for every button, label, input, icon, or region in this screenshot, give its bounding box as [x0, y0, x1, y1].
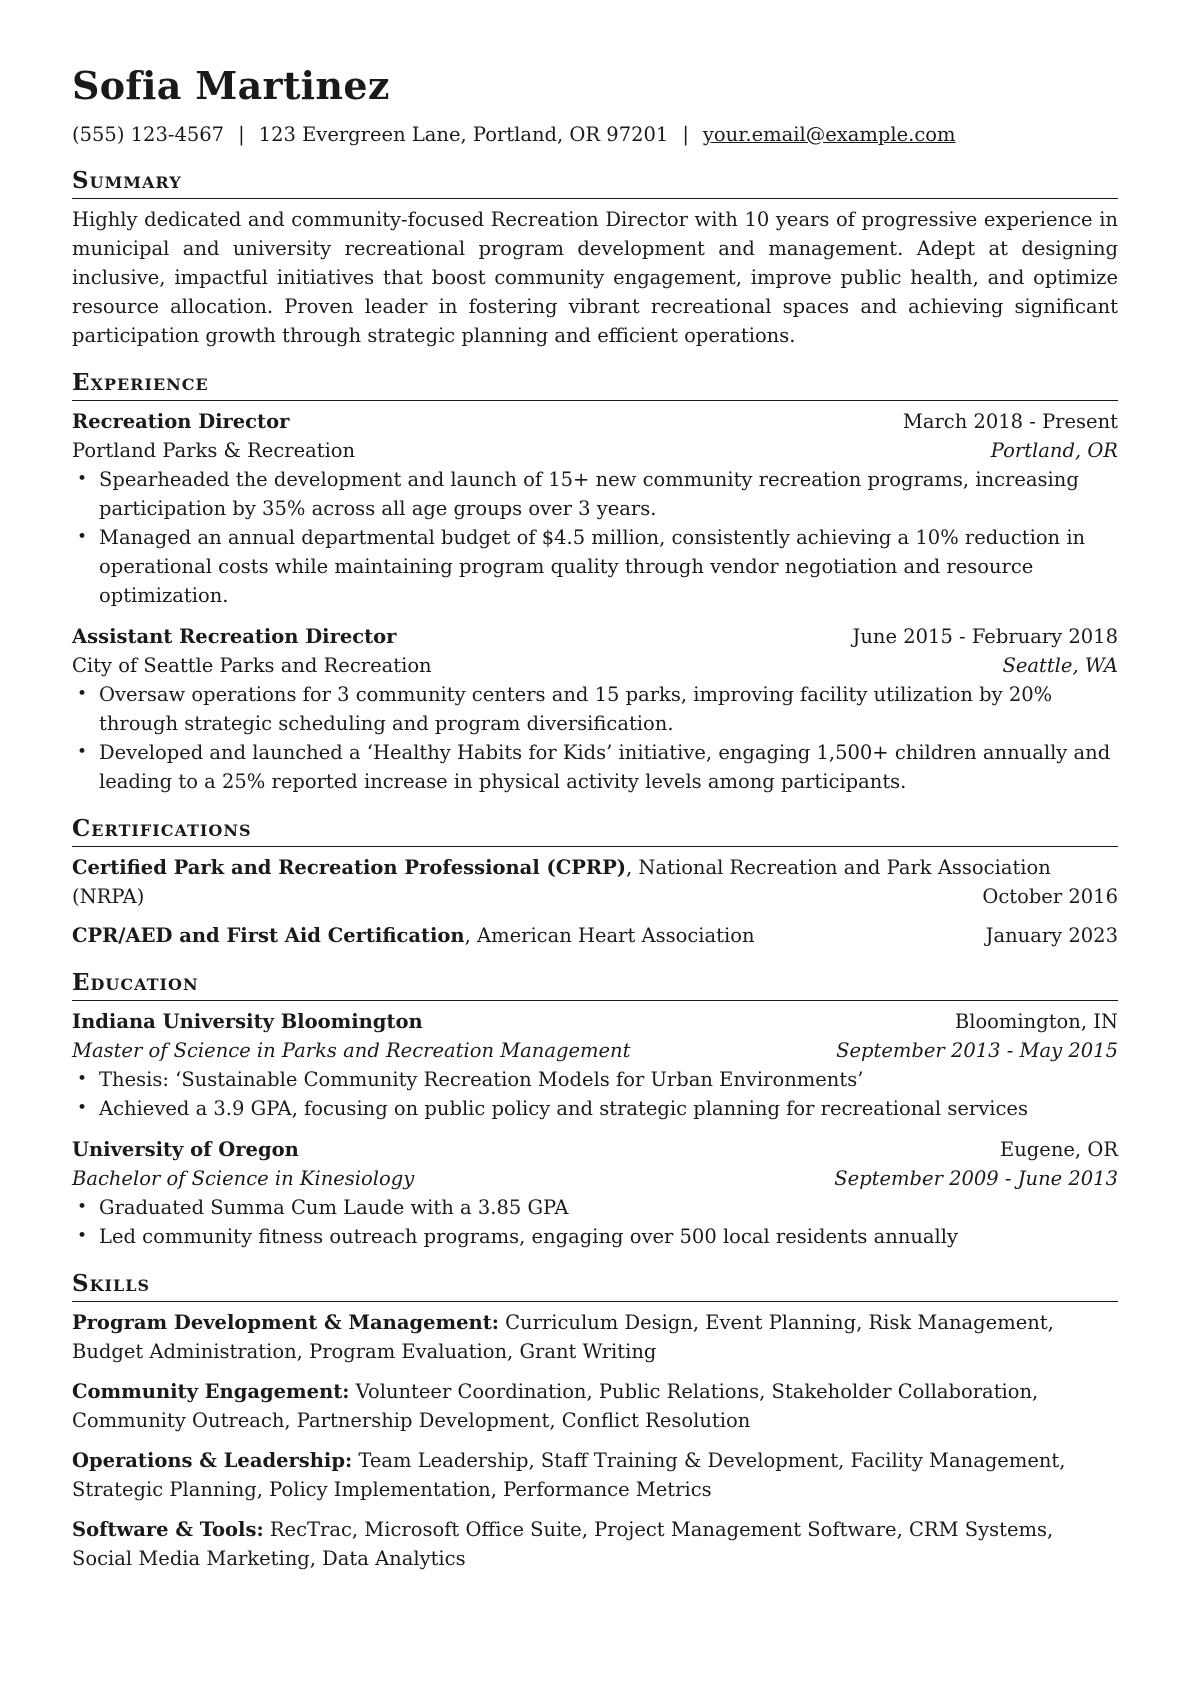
contact-line — [72, 122, 1118, 148]
separator: | — [682, 123, 689, 146]
degree: Master of Science in Parks and Recreation Management — [72, 1039, 631, 1062]
section-title-education: Education — [72, 968, 1118, 1001]
job-dates: March 2018 - Present — [902, 410, 1118, 433]
education-entry — [72, 1007, 1118, 1123]
job-dates: June 2015 - February 2018 — [852, 625, 1118, 648]
section-title-experience: Experience — [72, 368, 1118, 401]
skill-items: Volunteer Coordination, Public Relations, Stakeholder Collaboration, Community Outreach, Partnership Development, Conflict Resolution — [72, 1380, 1039, 1432]
list-item: • Managed an annual departmental budget of $4.5 million, consistently achieving a 10% reduction in operational costs while maintaining program quality through vendor negotiation and resource optimization. — [99, 523, 1118, 610]
address: 123 Evergreen Lane, Portland, OR 97201 — [258, 123, 669, 146]
skill-items: RecTrac, Microsoft Office Suite, Project Management Software, CRM Systems, Social Media Marketing, Data Analytics — [72, 1518, 1054, 1570]
experience-entry — [72, 622, 1118, 796]
certification-issuer: , National Recreation and Park Association — [626, 856, 1051, 879]
phone-number: (555) 123-4567 — [72, 123, 225, 146]
skill-category: Software & Tools: — [72, 1518, 264, 1541]
certification-issuer: , American Heart Association — [464, 924, 755, 947]
certification-name: CPR/AED and First Aid Certification — [72, 924, 465, 947]
education-entry — [72, 1135, 1118, 1251]
school-location: Eugene, OR — [1000, 1138, 1118, 1161]
separator: | — [238, 123, 245, 146]
job-bullets — [72, 680, 1118, 796]
skill-group — [72, 1515, 1118, 1573]
experience-entry — [72, 407, 1118, 610]
job-location: Portland, OR — [990, 439, 1118, 462]
skill-category: Program Development & Management: — [72, 1311, 499, 1334]
job-organization: Portland Parks & Recreation — [72, 439, 356, 462]
skill-group — [72, 1308, 1118, 1366]
school-name: Indiana University Bloomington — [72, 1010, 423, 1033]
job-organization: City of Seattle Parks and Recreation — [72, 654, 432, 677]
certification-date: January 2023 — [985, 924, 1118, 947]
skill-category: Operations & Leadership: — [72, 1449, 353, 1472]
list-item: • Achieved a 3.9 GPA, focusing on public policy and strategic planning for recreational services — [99, 1094, 1118, 1123]
education-dates: September 2013 - May 2015 — [836, 1039, 1118, 1062]
job-bullets — [72, 465, 1118, 610]
education-bullets — [72, 1065, 1118, 1123]
degree: Bachelor of Science in Kinesiology — [72, 1167, 415, 1190]
section-title-summary: Summary — [72, 166, 1118, 199]
school-location: Bloomington, IN — [954, 1010, 1118, 1033]
education-bullets — [72, 1193, 1118, 1251]
certification-entry — [72, 853, 1118, 911]
job-location: Seattle, WA — [1002, 654, 1118, 677]
email-link[interactable]: your.email@example.com — [702, 123, 956, 146]
skill-group — [72, 1446, 1118, 1504]
certification-issuer-continued: (NRPA) — [72, 885, 145, 908]
candidate-name: Sofia Martinez — [72, 63, 390, 108]
list-item: • Developed and launched a ‘Healthy Habits for Kids’ initiative, engaging 1,500+ children annually and leading to a 25% reported increase in physical activity levels among participants. — [99, 738, 1118, 796]
job-title: Recreation Director — [72, 410, 290, 433]
certification-date: October 2016 — [982, 885, 1118, 908]
certification-name: Certified Park and Recreation Professional (CPRP) — [72, 856, 627, 879]
section-title-certifications: Certifications — [72, 814, 1118, 847]
certification-entry — [72, 921, 1118, 950]
skill-category: Community Engagement: — [72, 1380, 350, 1403]
skill-items: Curriculum Design, Event Planning, Risk Management, Budget Administration, Program Evaluation, Grant Writing — [72, 1311, 1054, 1363]
section-title-skills: Skills — [72, 1269, 1118, 1302]
education-dates: September 2009 - June 2013 — [834, 1167, 1118, 1190]
list-item: • Led community fitness outreach programs, engaging over 500 local residents annually — [99, 1222, 1118, 1251]
list-item: • Thesis: ‘Sustainable Community Recreation Models for Urban Environments’ — [99, 1065, 1118, 1094]
list-item: • Oversaw operations for 3 community centers and 15 parks, improving facility utilization by 20% through strategic scheduling and program diversification. — [99, 680, 1118, 738]
school-name: University of Oregon — [72, 1138, 299, 1161]
list-item: • Graduated Summa Cum Laude with a 3.85 GPA — [99, 1193, 1118, 1222]
list-item: • Spearheaded the development and launch of 15+ new community recreation programs, increasing participation by 35% across all age groups over 3 years. — [99, 465, 1118, 523]
skill-group — [72, 1377, 1118, 1435]
job-title: Assistant Recreation Director — [72, 625, 397, 648]
summary-text: Highly dedicated and community-focused Recreation Director with 10 years of progressive experience in municipal and university recreational program development and management. Adept at designing inclusive, impactful initiatives that boost community engagement, improve public health, and optimize resource allocation. Proven leader in fostering vibrant recreational spaces and achieving significant participation growth through strategic planning and efficient operations. — [72, 208, 1118, 347]
skill-items: Team Leadership, Staff Training & Development, Facility Management, Strategic Planning, Policy Implementation, Performance Metrics — [72, 1449, 1066, 1501]
